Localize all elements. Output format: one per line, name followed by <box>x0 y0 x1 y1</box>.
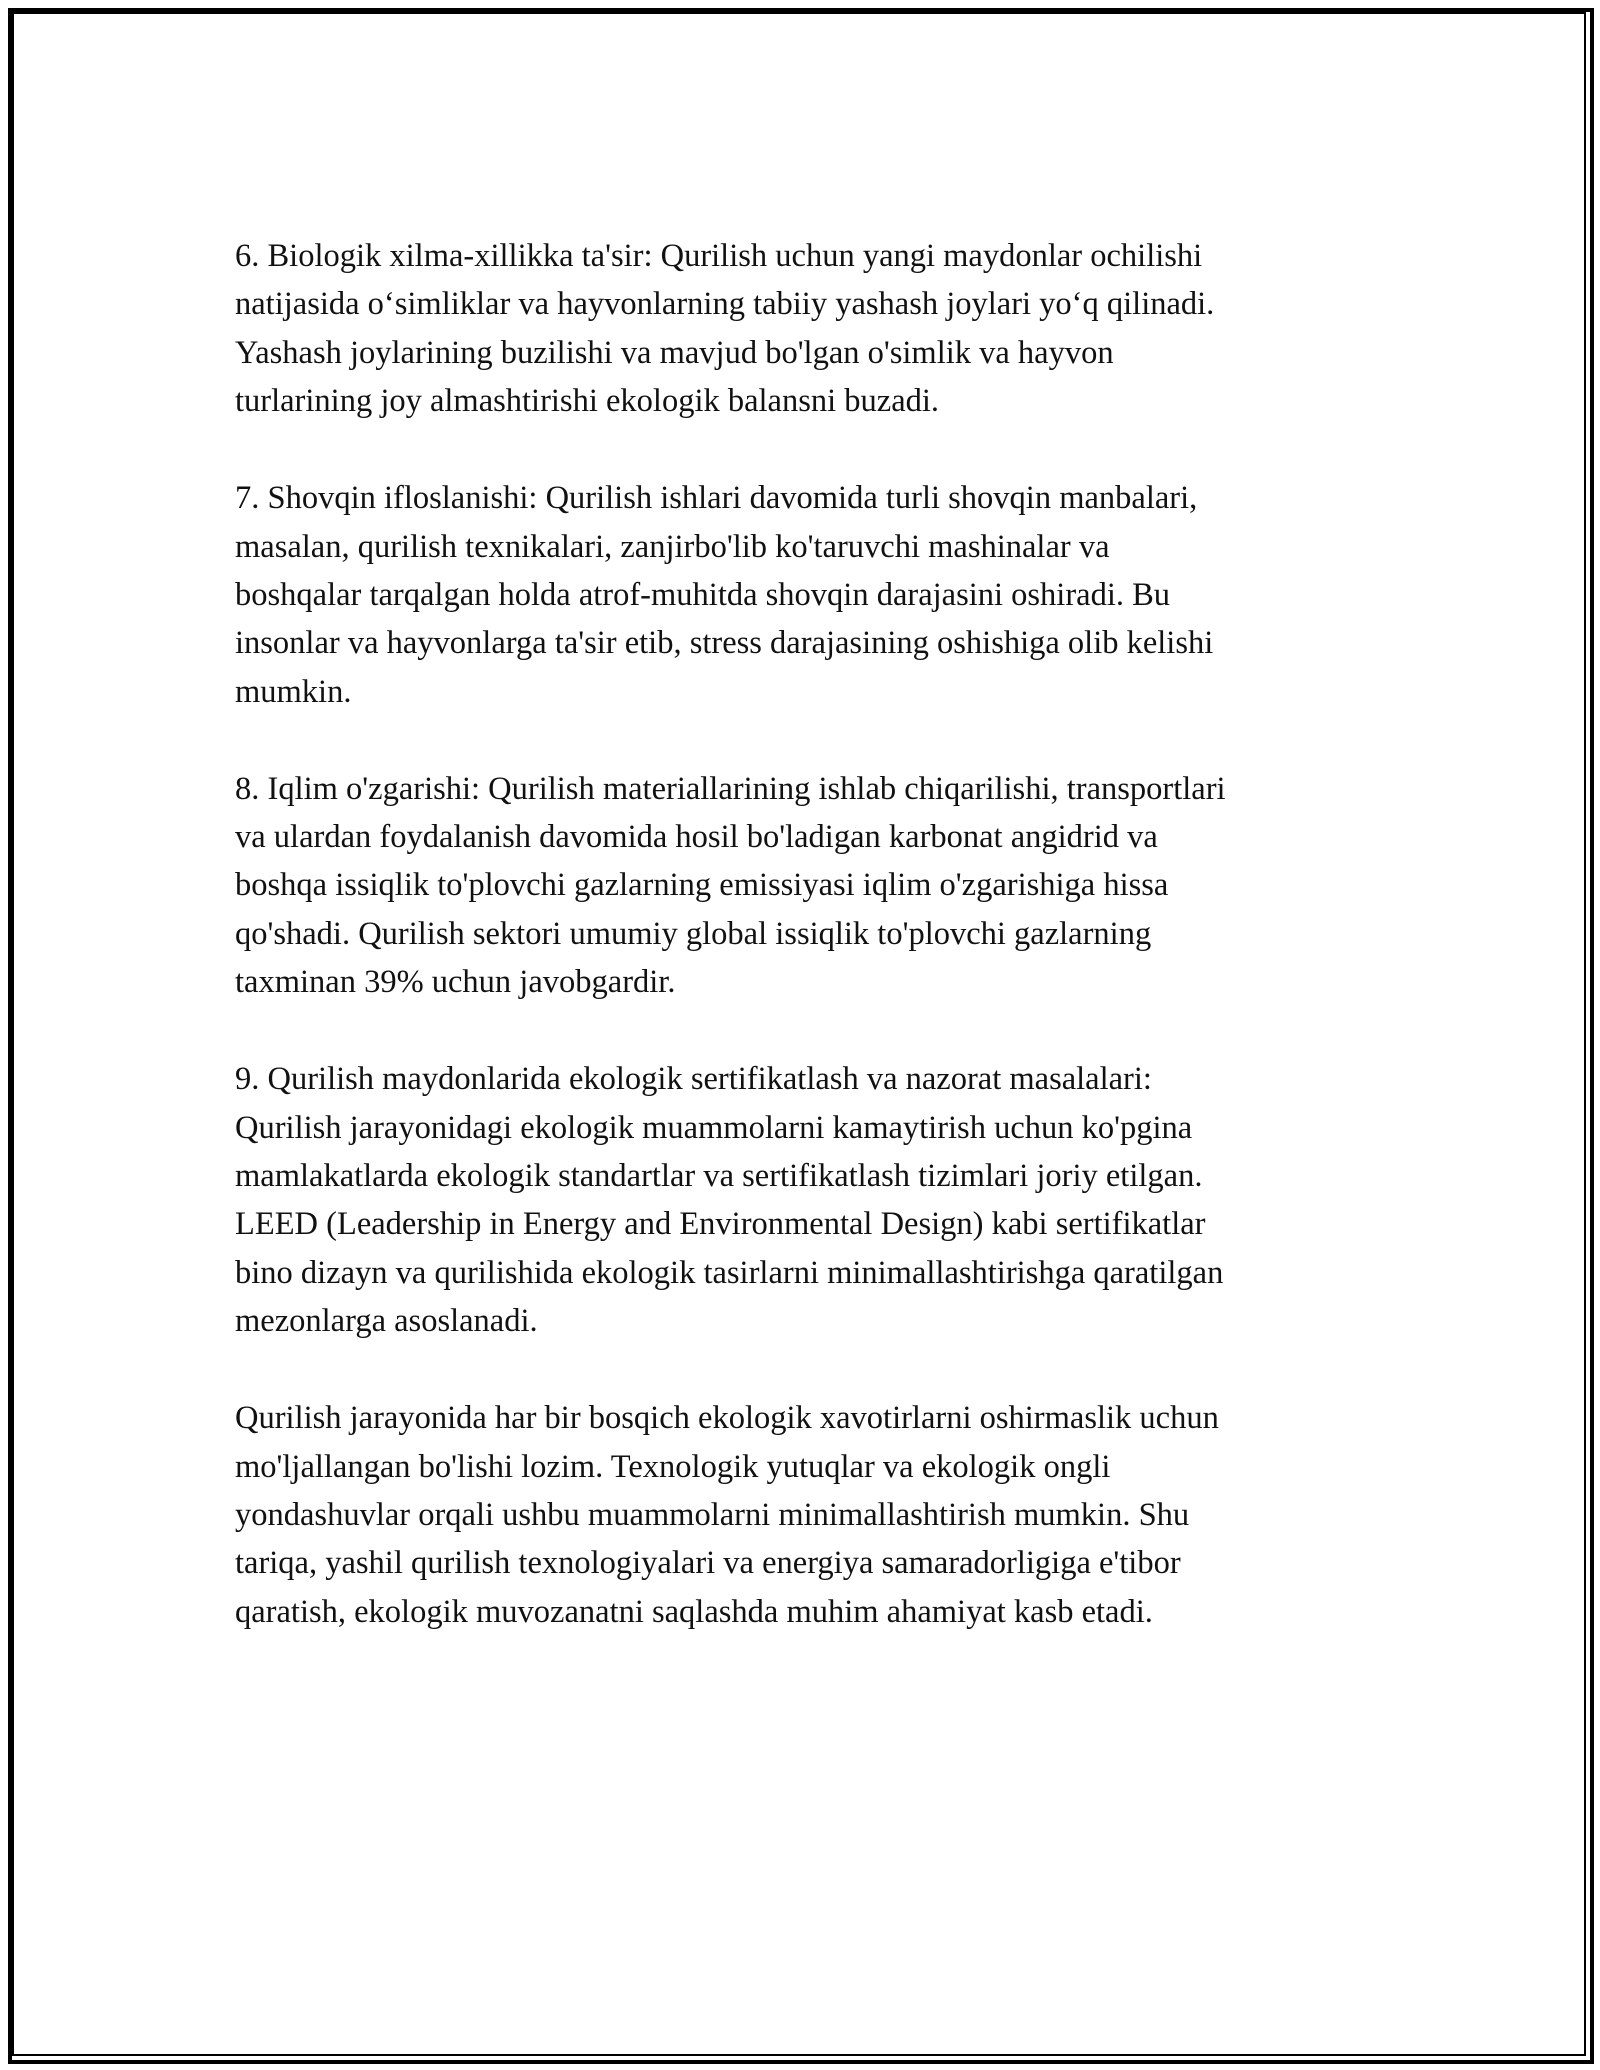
paragraph-noise-pollution: 7. Shovqin ifloslanishi: Qurilish ishlari davomida turli shovqin manbalari, masalan, qurilish texnikalari, zanjirbo'lib ko'taruvchi mashinalar va boshqalar tarqalgan holda atrof-muhitda shovqin darajasini oshiradi. Bu insonlar va hayvonlarga ta'sir etib, stress darajasining oshishiga olib kelishi mumkin. <box>235 480 1214 710</box>
paragraph-biodiversity: 6. Biologik xilma-xillikka ta'sir: Qurilish uchun yangi maydonlar ochilishi natijasida o‘simliklar va hayvonlarning tabiiy yashash joylari yo‘q qilinadi. Yashash joylarining buzilishi va mavjud bo'lgan o'simlik va hayvon turlarining joy almashtirishi ekologik balansni buzadi. <box>235 238 1215 420</box>
paragraph-climate-change: 8. Iqlim o'zgarishi: Qurilish materiallarining ishlab chiqarilishi, transportlari va ulardan foydalanish davomida hosil bo'ladigan karbonat angidrid va boshqa issiqlik to'plovchi gazlarning emissiyasi iqlim o'zgarishiga hissa qo'shadi. Qurilish sektori umumiy global issiqlik to'plovchi gazlarning taxminan 39% uchun javobgardir. <box>235 770 1226 1001</box>
paragraph-conclusion: Qurilish jarayonida har bir bosqich ekologik xavotirlarni oshirmaslik uchun mo'ljallangan bo'lishi lozim. Texnologik yutuqlar va ekologik ongli yondashuvlar orqali ushbu muammolarni minimallashtirish mumkin. Shu tariqa, yashil qurilish texnologiyalari va energiya samaradorligiga e'tibor qaratish, ekologik muvozanatni saqlashda muhim ahamiyat kasb etadi. <box>235 1400 1219 1630</box>
paragraph-eco-certification: 9. Qurilish maydonlarida ekologik sertifikatlash va nazorat masalalari: Qurilish jarayonidagi ekologik muammolarni kamaytirish uchun ko'pgina mamlakatlarda ekologik standartlar va sertifikatlash tizimlari joriy etilgan. LEED (Leadership in Energy and Environmental Design) kabi sertifikatlar bino dizayn va qurilishida ekologik tasirlarni minimallashtirishga qaratilgan mezonlarga asoslanadi. <box>235 1061 1224 1340</box>
document-body <box>235 232 1370 1636</box>
